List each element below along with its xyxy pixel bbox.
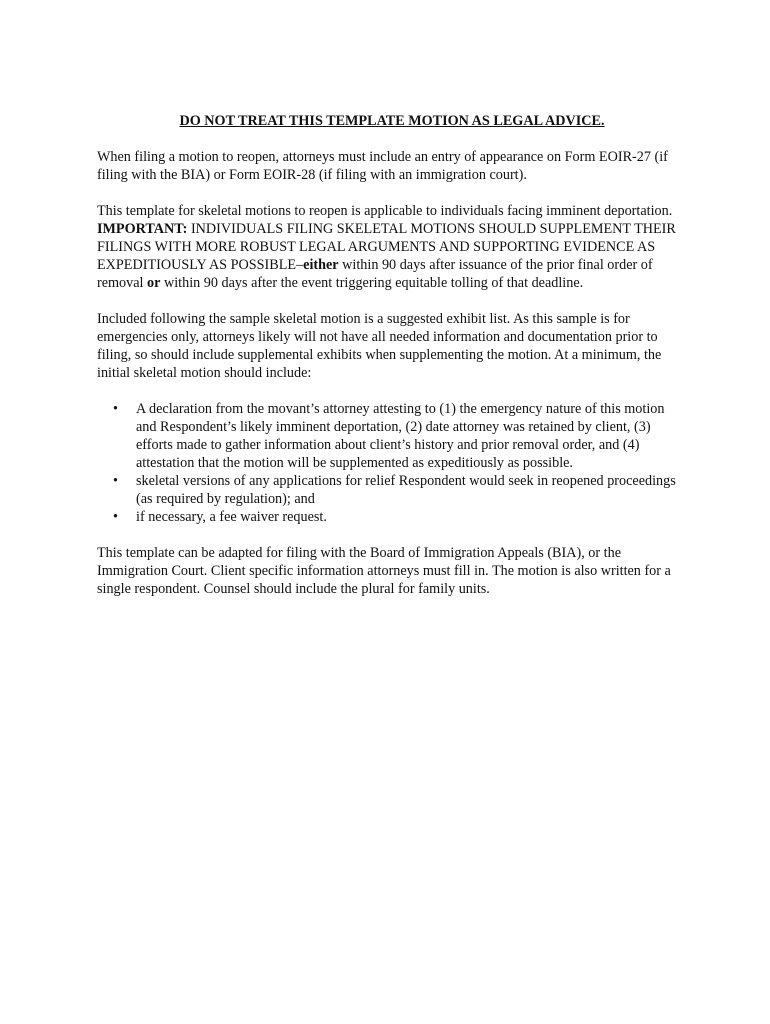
title-period: . (601, 113, 605, 129)
list-item (113, 508, 687, 526)
requirements-list (97, 400, 687, 526)
list-item (113, 400, 687, 472)
tolling-text: within 90 days after the event triggering equitable tolling of that deadline. (160, 275, 584, 291)
deadline-text: within 90 days after issuance of the prior final order of removal (97, 257, 653, 291)
list-item (113, 472, 687, 508)
important-text: INDIVIDUALS FILING SKELETAL MOTIONS SHOULD SUPPLEMENT THEIR FILINGS WITH MORE ROBUST LEGAL ARGUMENTS AND SUPPORTING EVIDENCE AS EXPEDITIOUSLY AS POSSIBLE– (97, 221, 676, 273)
list-item-text: A declaration from the movant’s attorney attesting to (1) the emergency nature of this motion and Respondent’s likely imminent deportation, (2) date attorney was retained by client, (3) efforts made to gather information about client’s history and prior removal order, and (4) attestation that the motion will be supplemented as expeditiously as possible. (136, 401, 665, 471)
either-emphasis: either (303, 257, 339, 273)
adaptation-paragraph: This template can be adapted for filing with the Board of Immigration Appeals (BIA), or the Immigration Court. Client specific information attorneys must fill in. The motion is also written for a single respondent. Counsel should include the plural for family units. (97, 545, 671, 597)
list-item-text: if necessary, a fee waiver request. (136, 509, 327, 525)
or-emphasis: or (147, 275, 161, 291)
title-text: DO NOT TREAT THIS TEMPLATE MOTION AS LEGAL ADVICE (179, 113, 601, 129)
bullet-marker: • (113, 401, 118, 417)
list-item-text: skeletal versions of any applications for relief Respondent would seek in reopened proceedings (as required by regulation); and (136, 473, 676, 507)
document-page (97, 112, 687, 616)
entry-of-appearance-paragraph: When filing a motion to reopen, attorneys must include an entry of appearance on Form EOIR-27 (if filing with the BIA) or Form EOIR-28 (if filing with an immigration court). (97, 149, 668, 183)
bullet-marker: • (113, 509, 118, 525)
bullet-marker: • (113, 473, 118, 489)
applicability-paragraph (97, 202, 687, 292)
important-label: IMPORTANT: (97, 221, 188, 237)
document-title (97, 112, 687, 130)
exhibit-list-paragraph: Included following the sample skeletal motion is a suggested exhibit list. As this sample is for emergencies only, attorneys likely will not have all needed information and documentation prior to filing, so should include supplemental exhibits when supplementing the motion. At a minimum, the initial skeletal motion should include: (97, 311, 662, 381)
applicability-intro: This template for skeletal motions to reopen is applicable to individuals facing imminent deportation. (97, 203, 673, 219)
